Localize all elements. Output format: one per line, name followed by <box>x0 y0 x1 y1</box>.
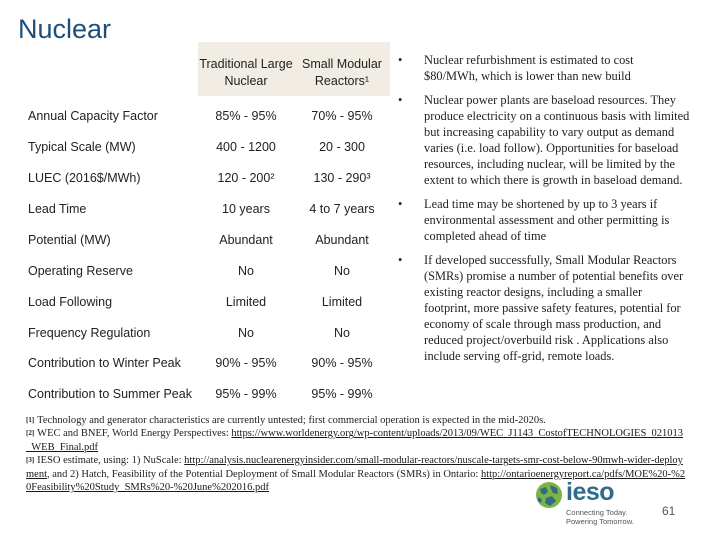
table-row <box>28 287 390 318</box>
bullet-item <box>398 196 690 244</box>
cell-large: Abundant <box>219 233 273 247</box>
cell-large: 95% - 99% <box>215 387 277 401</box>
cell-large: Limited <box>225 295 267 309</box>
footnote-text: Technology and generator characteristics are currently untested; first commercial operation is expected in the mid-2020s. <box>37 415 546 426</box>
cell-large: 85% - 95% <box>215 109 277 123</box>
row-label: Lead Time <box>28 202 87 216</box>
cell-large: 120 - 200² <box>217 171 275 185</box>
footnote-text: WEC and BNEF, World Energy Perspectives: <box>37 428 232 440</box>
table-header <box>198 42 390 96</box>
row-label: Potential (MW) <box>28 233 111 247</box>
globe-icon <box>534 480 564 510</box>
table-row <box>28 318 390 349</box>
table-row <box>28 101 390 132</box>
bullet-dot-icon: • <box>398 253 403 267</box>
table-row <box>28 348 390 379</box>
footnote-2 <box>26 427 686 454</box>
table-row <box>28 379 390 410</box>
table-row <box>28 163 390 194</box>
cell-smr: 95% - 99% <box>311 387 373 401</box>
footnote-text: IESO estimate, using: 1) NuScale: <box>37 455 185 467</box>
table-row <box>28 194 390 225</box>
bullet-dot-icon: • <box>398 197 403 211</box>
footnote-marker: [3] <box>26 456 35 465</box>
row-label: Operating Reserve <box>28 264 133 278</box>
cell-smr: 4 to 7 years <box>309 202 375 216</box>
cell-large: 10 years <box>222 202 270 216</box>
row-label: Typical Scale (MW) <box>28 140 136 154</box>
logo-wordmark: ieso <box>566 478 615 506</box>
header-smr: Small Modular Reactors¹ <box>302 57 382 88</box>
cell-large: 90% - 95% <box>215 356 277 370</box>
footnote-link[interactable]: https://www.worldenergy.org/wp-content/uploads/2013/09/WEC_J1143_CostofTECHNOLOGIES_021013_WEB_Final.pdf <box>26 428 684 453</box>
footnote-marker: [1] <box>26 416 35 424</box>
bullet-item <box>398 252 690 364</box>
cell-large: No <box>238 264 254 278</box>
row-label: Frequency Regulation <box>28 326 151 340</box>
cell-smr: Abundant <box>315 233 369 247</box>
logo-tagline <box>566 508 634 526</box>
cell-smr: Limited <box>321 295 363 309</box>
bullet-list <box>398 52 690 372</box>
cell-smr: 90% - 95% <box>311 356 373 370</box>
table-row <box>28 256 390 287</box>
row-label: Annual Capacity Factor <box>28 109 158 123</box>
table-row <box>28 132 390 163</box>
footnote-1 <box>26 414 686 427</box>
cell-large: 400 - 1200 <box>216 140 276 154</box>
bullet-item <box>398 92 690 188</box>
footnote-link[interactable]: http://ontarioenergyreport.ca/pdfs/MOE%20-%20Feasibility%20Study_SMRs%20-%20June%202016.pdf <box>26 468 686 494</box>
logo-tagline-line: Powering Tomorrow. <box>566 517 634 526</box>
row-label: Load Following <box>28 295 113 309</box>
bullet-text: If developed successfully, Small Modular Reactors (SMRs) promise a number of potential benefits over existing reactor designs, including a smaller footprint, more passive safety features, potential for economy of scale through mass production, and reduced project/overbuild risk . Applications also include serving off-grid, remote loads. <box>424 253 684 363</box>
bullet-text: Nuclear refurbishment is estimated to cost $80/MWh, which is lower than new build <box>424 53 634 83</box>
logo-tagline-line: Connecting Today. <box>566 508 628 517</box>
footnote-text: , and 2) Hatch, Feasibility of the Potential Deployment of Small Modular Reactors (SMRs) in Ontario: <box>47 468 481 480</box>
bullet-dot-icon: • <box>398 93 403 107</box>
footnote-marker: [2] <box>26 429 35 438</box>
page-number: 61 <box>662 504 676 518</box>
bullet-item <box>398 52 690 84</box>
table-row <box>28 225 390 256</box>
cell-smr: 20 - 300 <box>319 140 365 154</box>
cell-smr: 130 - 290³ <box>313 171 371 185</box>
cell-smr: No <box>334 264 350 278</box>
ieso-logo <box>534 478 654 528</box>
footnote-link[interactable]: http://analysis.nuclearenergyinsider.com/small-modular-reactors/nuscale-targets-smr-cost-below-90mwh-wider-deployment <box>26 455 683 480</box>
cell-smr: No <box>334 326 350 340</box>
cell-large: No <box>238 326 254 340</box>
slide-title: Nuclear <box>18 14 112 44</box>
row-label: LUEC (2016$/MWh) <box>28 171 141 185</box>
bullet-dot-icon: • <box>398 53 403 67</box>
bullet-text: Nuclear power plants are baseload resources. They produce electricity on a continuous basis with limited but increasing capability to vary output as demand varies (i.e. load follow). Opportunities for baseload resources, including nuclear, will be limited by the extent to which there is growth in baseload demand. <box>424 93 690 187</box>
bullet-text: Lead time may be shortened by up to 3 years if environmental assessment and other permitting is completed ahead of time <box>424 197 670 243</box>
row-label: Contribution to Winter Peak <box>28 356 181 370</box>
row-label: Contribution to Summer Peak <box>28 387 192 401</box>
header-large-nuclear: Traditional Large Nuclear <box>199 57 293 88</box>
cell-smr: 70% - 95% <box>311 109 373 123</box>
